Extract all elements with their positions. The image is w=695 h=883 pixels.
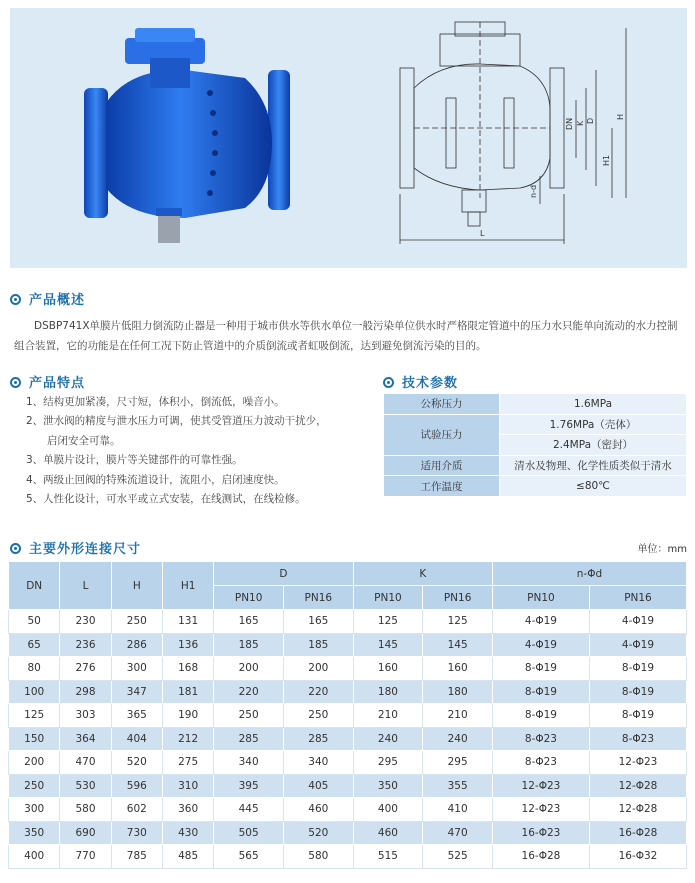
table-cell: 240 bbox=[353, 727, 423, 751]
param-value: 1.6MPa bbox=[500, 394, 687, 415]
table-row bbox=[9, 727, 687, 751]
dim-label-dn: DN bbox=[565, 117, 574, 130]
table-row bbox=[9, 680, 687, 704]
table-cell: 65 bbox=[9, 633, 60, 657]
col-header-h1: H1 bbox=[162, 562, 213, 610]
table-cell: 298 bbox=[60, 680, 111, 704]
table-cell: 210 bbox=[353, 704, 423, 728]
overview-heading: 产品概述 bbox=[10, 289, 85, 308]
table-cell: 4-Φ19 bbox=[589, 610, 686, 634]
table-cell: 220 bbox=[283, 680, 353, 704]
dim-label-l: L bbox=[480, 229, 485, 238]
table-cell: 400 bbox=[9, 845, 60, 869]
table-cell: 12-Φ28 bbox=[589, 774, 686, 798]
table-cell: 340 bbox=[283, 751, 353, 775]
table-cell: 300 bbox=[111, 657, 162, 681]
table-row bbox=[9, 633, 687, 657]
cross-section-drawing bbox=[350, 8, 687, 268]
table-cell: 303 bbox=[60, 704, 111, 728]
col-header-pn10: PN10 bbox=[492, 586, 589, 610]
param-value: 清水及物理、化学性质类似于清水 bbox=[500, 455, 687, 476]
table-cell: 16-Φ28 bbox=[492, 845, 589, 869]
dims-heading: 主要外形连接尺寸 bbox=[10, 538, 141, 557]
table-cell: 190 bbox=[162, 704, 213, 728]
col-header-pn10: PN10 bbox=[353, 586, 423, 610]
unit-label: 单位：mm bbox=[637, 544, 687, 555]
table-cell: 295 bbox=[353, 751, 423, 775]
param-value: ≤80℃ bbox=[500, 476, 687, 497]
col-header-d: D bbox=[214, 562, 353, 586]
table-cell: 12-Φ23 bbox=[492, 798, 589, 822]
table-cell: 295 bbox=[423, 751, 493, 775]
param-value: 2.4MPa（密封） bbox=[500, 435, 687, 456]
table-cell: 180 bbox=[353, 680, 423, 704]
table-cell: 12-Φ23 bbox=[589, 751, 686, 775]
table-row bbox=[9, 751, 687, 775]
table-row bbox=[9, 821, 687, 845]
table-cell: 12-Φ23 bbox=[492, 774, 589, 798]
table-row bbox=[384, 394, 687, 415]
table-cell: 525 bbox=[423, 845, 493, 869]
table-cell: 364 bbox=[60, 727, 111, 751]
table-cell: 360 bbox=[162, 798, 213, 822]
dim-label-h1: H1 bbox=[602, 154, 611, 166]
table-cell: 8-Φ23 bbox=[589, 727, 686, 751]
table-cell: 150 bbox=[9, 727, 60, 751]
col-header-pn16: PN16 bbox=[423, 586, 493, 610]
features-heading: 产品特点 bbox=[10, 372, 85, 391]
table-cell: 430 bbox=[162, 821, 213, 845]
dim-label-d: D bbox=[586, 117, 595, 124]
table-cell: 131 bbox=[162, 610, 213, 634]
table-cell: 460 bbox=[283, 798, 353, 822]
table-cell: 355 bbox=[423, 774, 493, 798]
table-cell: 8-Φ19 bbox=[492, 680, 589, 704]
table-cell: 165 bbox=[214, 610, 284, 634]
table-row bbox=[9, 798, 687, 822]
table-cell: 240 bbox=[423, 727, 493, 751]
table-cell: 485 bbox=[162, 845, 213, 869]
table-cell: 785 bbox=[111, 845, 162, 869]
col-header-k: K bbox=[353, 562, 492, 586]
table-cell: 185 bbox=[214, 633, 284, 657]
param-label: 工作温度 bbox=[384, 476, 500, 497]
table-cell: 4-Φ19 bbox=[589, 633, 686, 657]
table-cell: 690 bbox=[60, 821, 111, 845]
table-cell: 285 bbox=[214, 727, 284, 751]
param-label: 公称压力 bbox=[384, 394, 500, 415]
dimensions-body bbox=[9, 610, 687, 869]
table-row bbox=[9, 610, 687, 634]
table-cell: 8-Φ19 bbox=[589, 704, 686, 728]
table-row bbox=[384, 455, 687, 476]
table-cell: 50 bbox=[9, 610, 60, 634]
table-cell: 730 bbox=[111, 821, 162, 845]
table-row bbox=[9, 704, 687, 728]
col-header-nd: n-Φd bbox=[492, 562, 686, 586]
table-cell: 230 bbox=[60, 610, 111, 634]
table-cell: 602 bbox=[111, 798, 162, 822]
table-cell: 515 bbox=[353, 845, 423, 869]
table-cell: 580 bbox=[283, 845, 353, 869]
col-header-dn: DN bbox=[9, 562, 60, 610]
table-row bbox=[9, 657, 687, 681]
table-row bbox=[384, 476, 687, 497]
table-cell: 125 bbox=[423, 610, 493, 634]
feature-list bbox=[26, 393, 366, 509]
param-label: 适用介质 bbox=[384, 455, 500, 476]
table-cell: 160 bbox=[423, 657, 493, 681]
table-cell: 310 bbox=[162, 774, 213, 798]
valve-photo bbox=[10, 8, 310, 268]
bullet-ring-icon bbox=[10, 294, 21, 305]
table-cell: 125 bbox=[353, 610, 423, 634]
list-item: 5、人性化设计，可水平或立式安装，在线测试，在线检修。 bbox=[26, 493, 306, 506]
dim-label-nd: n-d bbox=[529, 184, 538, 198]
table-cell: 596 bbox=[111, 774, 162, 798]
table-cell: 125 bbox=[9, 704, 60, 728]
dim-label-k: K bbox=[576, 120, 585, 126]
list-item: 4、两级止回阀的特殊流道设计，流阻小，启闭速度快。 bbox=[26, 473, 285, 486]
table-cell: 520 bbox=[111, 751, 162, 775]
table-cell: 250 bbox=[214, 704, 284, 728]
table-cell: 200 bbox=[283, 657, 353, 681]
table-cell: 460 bbox=[353, 821, 423, 845]
table-cell: 505 bbox=[214, 821, 284, 845]
table-cell: 340 bbox=[214, 751, 284, 775]
param-value: 1.76MPa（壳体） bbox=[500, 414, 687, 435]
table-row bbox=[9, 774, 687, 798]
table-cell: 286 bbox=[111, 633, 162, 657]
params-table bbox=[383, 393, 687, 497]
list-item: 2、泄水阀的精度与泄水压力可调，使其受管道压力波动干扰少， bbox=[26, 415, 327, 428]
table-cell: 395 bbox=[214, 774, 284, 798]
table-cell: 200 bbox=[9, 751, 60, 775]
params-heading: 技术参数 bbox=[383, 372, 458, 391]
table-cell: 185 bbox=[283, 633, 353, 657]
dim-label-h: H bbox=[616, 113, 625, 120]
product-image-panel bbox=[10, 8, 687, 268]
table-cell: 236 bbox=[60, 633, 111, 657]
table-cell: 180 bbox=[423, 680, 493, 704]
list-item: 启闭安全可靠。 bbox=[47, 434, 121, 447]
table-cell: 8-Φ19 bbox=[492, 657, 589, 681]
col-header-pn10: PN10 bbox=[214, 586, 284, 610]
table-cell: 8-Φ23 bbox=[492, 727, 589, 751]
list-item: 3、单膜片设计，膜片等关键部件的可靠性强。 bbox=[26, 454, 243, 467]
table-cell: 445 bbox=[214, 798, 284, 822]
table-cell: 470 bbox=[60, 751, 111, 775]
table-cell: 580 bbox=[60, 798, 111, 822]
table-cell: 181 bbox=[162, 680, 213, 704]
table-cell: 347 bbox=[111, 680, 162, 704]
table-cell: 350 bbox=[353, 774, 423, 798]
table-cell: 12-Φ28 bbox=[589, 798, 686, 822]
col-header-pn16: PN16 bbox=[283, 586, 353, 610]
table-cell: 250 bbox=[9, 774, 60, 798]
table-cell: 16-Φ23 bbox=[492, 821, 589, 845]
table-cell: 165 bbox=[283, 610, 353, 634]
list-item: 1、结构更加紧凑，尺寸短，体积小，倒流低，噪音小。 bbox=[26, 396, 285, 408]
table-cell: 145 bbox=[423, 633, 493, 657]
table-cell: 145 bbox=[353, 633, 423, 657]
table-cell: 276 bbox=[60, 657, 111, 681]
table-cell: 4-Φ19 bbox=[492, 633, 589, 657]
overview-text: DSBP741X单膜片低阻力倒流防止器是一种用于城市供水等供水单位一般污染单位供水时严格限定管道中的压力水只能单向流动的水力控制组合装置，它的功能是在任何工况下防止管道中的介质倒流或者虹吸倒流，达到避免倒流污染的目的。 bbox=[14, 320, 678, 352]
table-cell: 285 bbox=[283, 727, 353, 751]
col-header-h: H bbox=[111, 562, 162, 610]
table-cell: 770 bbox=[60, 845, 111, 869]
table-cell: 8-Φ19 bbox=[589, 657, 686, 681]
bullet-ring-icon bbox=[383, 377, 394, 388]
table-cell: 520 bbox=[283, 821, 353, 845]
table-cell: 136 bbox=[162, 633, 213, 657]
table-cell: 275 bbox=[162, 751, 213, 775]
table-cell: 80 bbox=[9, 657, 60, 681]
table-cell: 300 bbox=[9, 798, 60, 822]
table-cell: 212 bbox=[162, 727, 213, 751]
table-cell: 210 bbox=[423, 704, 493, 728]
table-cell: 530 bbox=[60, 774, 111, 798]
table-cell: 365 bbox=[111, 704, 162, 728]
bullet-ring-icon bbox=[10, 377, 21, 388]
table-cell: 8-Φ19 bbox=[492, 704, 589, 728]
table-cell: 8-Φ23 bbox=[492, 751, 589, 775]
table-row bbox=[384, 414, 687, 435]
col-header-pn16: PN16 bbox=[589, 586, 686, 610]
table-cell: 100 bbox=[9, 680, 60, 704]
table-cell: 16-Φ28 bbox=[589, 821, 686, 845]
table-cell: 410 bbox=[423, 798, 493, 822]
table-cell: 160 bbox=[353, 657, 423, 681]
table-cell: 250 bbox=[111, 610, 162, 634]
table-cell: 404 bbox=[111, 727, 162, 751]
table-cell: 250 bbox=[283, 704, 353, 728]
dimensions-table bbox=[8, 561, 687, 869]
table-row bbox=[9, 845, 687, 869]
table-cell: 4-Φ19 bbox=[492, 610, 589, 634]
table-cell: 565 bbox=[214, 845, 284, 869]
table-header-row bbox=[9, 562, 687, 586]
table-cell: 400 bbox=[353, 798, 423, 822]
table-cell: 8-Φ19 bbox=[589, 680, 686, 704]
param-label: 试验压力 bbox=[384, 414, 500, 455]
table-cell: 200 bbox=[214, 657, 284, 681]
table-cell: 405 bbox=[283, 774, 353, 798]
table-cell: 16-Φ32 bbox=[589, 845, 686, 869]
table-cell: 350 bbox=[9, 821, 60, 845]
table-cell: 470 bbox=[423, 821, 493, 845]
col-header-l: L bbox=[60, 562, 111, 610]
bullet-ring-icon bbox=[10, 543, 21, 554]
table-cell: 220 bbox=[214, 680, 284, 704]
table-cell: 168 bbox=[162, 657, 213, 681]
